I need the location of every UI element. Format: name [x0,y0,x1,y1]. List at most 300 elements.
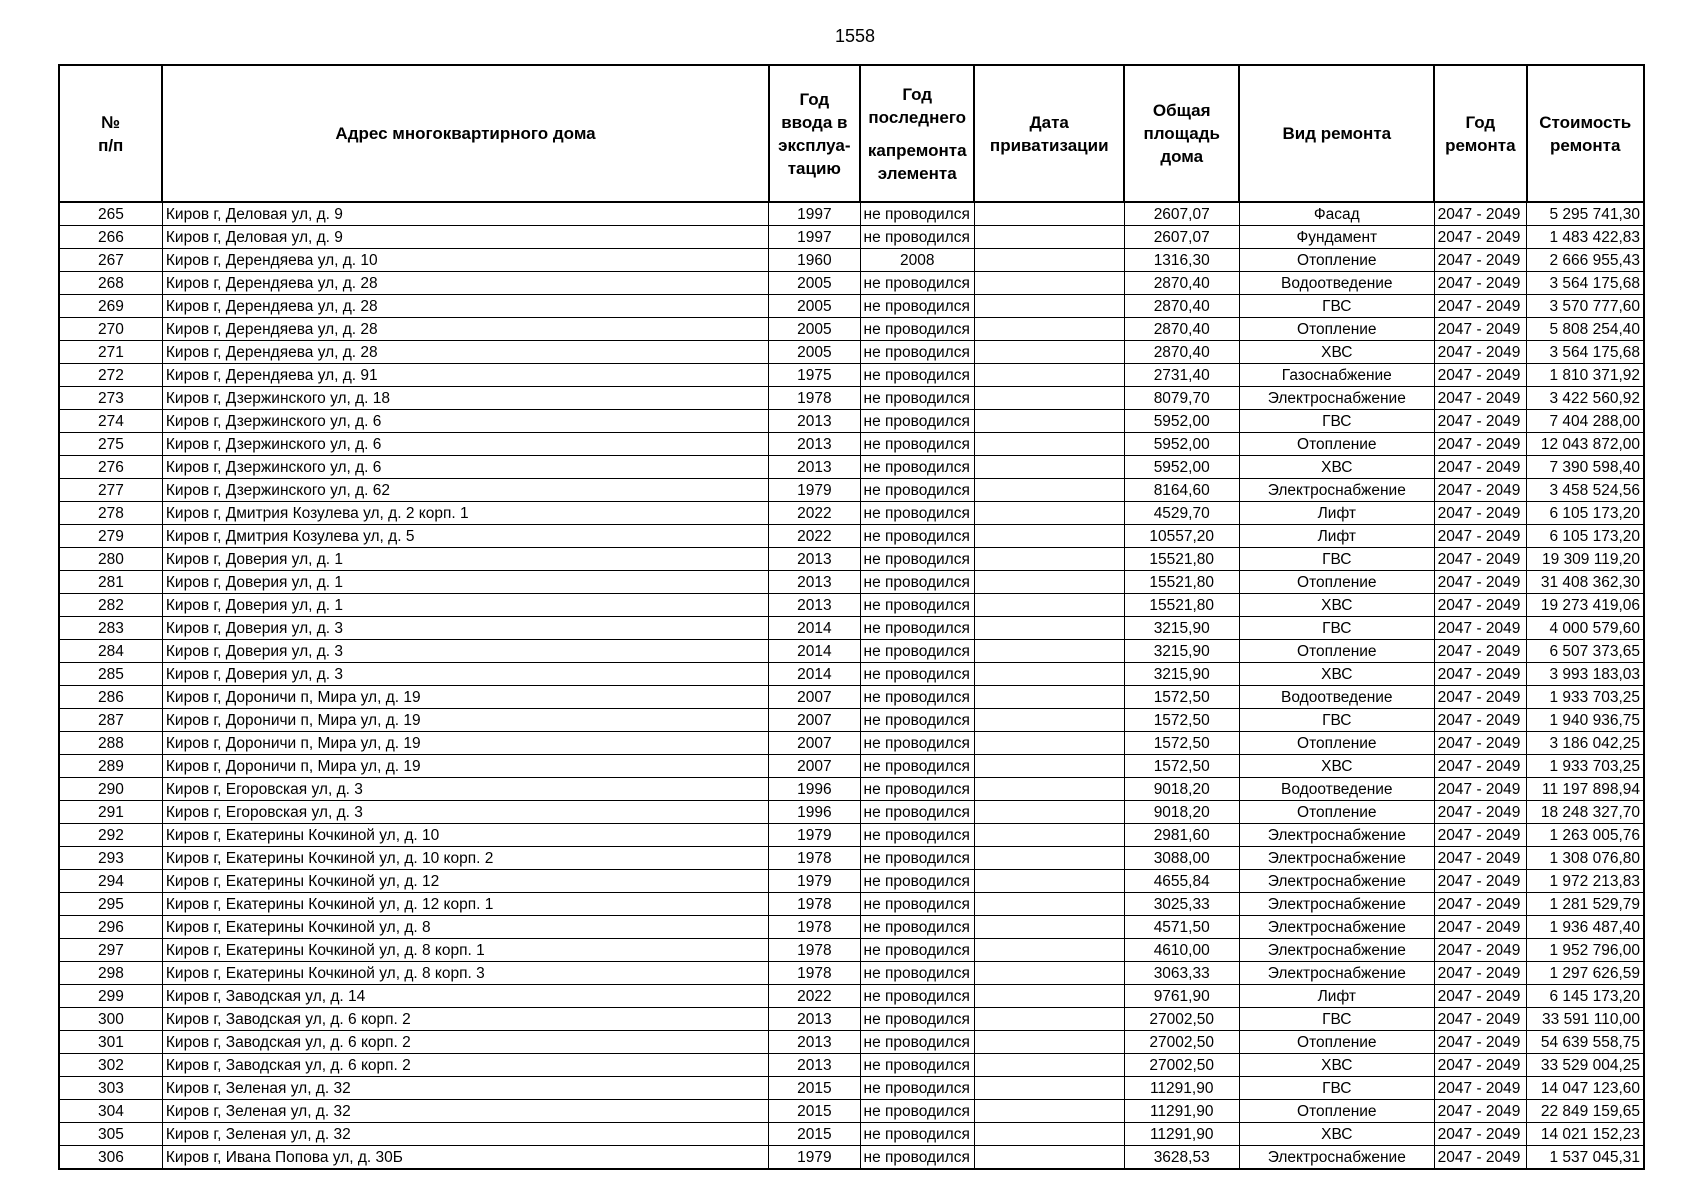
cell-repair-year: 2047 - 2049 [1434,548,1526,571]
cell-last-repair: не проводился [860,272,974,295]
cell-cost: 2 666 955,43 [1527,249,1645,272]
cell-repair-type: Отопление [1239,318,1434,341]
cell-area: 3215,90 [1124,617,1239,640]
cell-cost: 1 933 703,25 [1527,755,1645,778]
cell-area: 5952,00 [1124,456,1239,479]
cell-privatization [974,1146,1124,1170]
cell-repair-year: 2047 - 2049 [1434,847,1526,870]
cell-cost: 3 422 560,92 [1527,387,1645,410]
cell-address: Киров г, Деловая ул, д. 9 [162,202,768,226]
cell-privatization [974,456,1124,479]
cell-last-repair: не проводился [860,847,974,870]
cell-privatization [974,1031,1124,1054]
cell-year-built: 1978 [769,962,860,985]
table-row [59,1100,1644,1123]
cell-repair-type: ГВС [1239,1077,1434,1100]
cell-last-repair: не проводился [860,226,974,249]
cell-area: 8079,70 [1124,387,1239,410]
repair-schedule-table [58,64,1645,1170]
cell-cost: 3 993 183,03 [1527,663,1645,686]
cell-num: 281 [59,571,162,594]
cell-num: 292 [59,824,162,847]
cell-repair-year: 2047 - 2049 [1434,594,1526,617]
cell-address: Киров г, Дерендяева ул, д. 28 [162,318,768,341]
cell-repair-year: 2047 - 2049 [1434,249,1526,272]
header-privatization [974,65,1124,202]
cell-repair-type: ГВС [1239,1008,1434,1031]
cell-repair-year: 2047 - 2049 [1434,525,1526,548]
table-row [59,456,1644,479]
cell-area: 1572,50 [1124,732,1239,755]
header-year-built-line: Год [799,89,830,109]
cell-privatization [974,341,1124,364]
table-row [59,202,1644,226]
cell-privatization [974,847,1124,870]
cell-num: 271 [59,341,162,364]
cell-repair-year: 2047 - 2049 [1434,1077,1526,1100]
cell-address: Киров г, Екатерины Кочкиной ул, д. 12 корп. 1 [162,893,768,916]
cell-address: Киров г, Дмитрия Козулева ул, д. 2 корп. 1 [162,502,768,525]
cell-cost: 1 281 529,79 [1527,893,1645,916]
cell-last-repair: не проводился [860,410,974,433]
cell-area: 3025,33 [1124,893,1239,916]
table-row [59,1077,1644,1100]
cell-repair-year: 2047 - 2049 [1434,341,1526,364]
cell-year-built: 2013 [769,1054,860,1077]
cell-address: Киров г, Дзержинского ул, д. 18 [162,387,768,410]
cell-last-repair: не проводился [860,571,974,594]
cell-address: Киров г, Доверия ул, д. 3 [162,640,768,663]
cell-cost: 19 309 119,20 [1527,548,1645,571]
cell-repair-year: 2047 - 2049 [1434,272,1526,295]
cell-year-built: 2005 [769,295,860,318]
cell-cost: 3 564 175,68 [1527,272,1645,295]
cell-address: Киров г, Доверия ул, д. 3 [162,617,768,640]
cell-area: 3088,00 [1124,847,1239,870]
cell-last-repair: не проводился [860,663,974,686]
cell-privatization [974,916,1124,939]
cell-privatization [974,548,1124,571]
cell-privatization [974,1100,1124,1123]
header-last-repair-line: элемента [877,163,957,183]
cell-area: 2870,40 [1124,318,1239,341]
cell-repair-year: 2047 - 2049 [1434,985,1526,1008]
cell-repair-type: ХВС [1239,341,1434,364]
cell-privatization [974,479,1124,502]
cell-cost: 1 940 936,75 [1527,709,1645,732]
table-row [59,226,1644,249]
cell-repair-year: 2047 - 2049 [1434,1100,1526,1123]
cell-num: 290 [59,778,162,801]
cell-area: 4529,70 [1124,502,1239,525]
cell-area: 2981,60 [1124,824,1239,847]
cell-address: Киров г, Дерендяева ул, д. 28 [162,341,768,364]
cell-area: 27002,50 [1124,1054,1239,1077]
header-num-line: № [101,112,121,132]
cell-repair-type: ГВС [1239,617,1434,640]
cell-area: 11291,90 [1124,1123,1239,1146]
cell-year-built: 2007 [769,686,860,709]
cell-year-built: 1978 [769,939,860,962]
cell-repair-year: 2047 - 2049 [1434,893,1526,916]
cell-year-built: 2005 [769,272,860,295]
cell-cost: 5 295 741,30 [1527,202,1645,226]
table-row [59,318,1644,341]
cell-cost: 6 105 173,20 [1527,525,1645,548]
cell-repair-type: Отопление [1239,571,1434,594]
cell-repair-year: 2047 - 2049 [1434,778,1526,801]
cell-privatization [974,364,1124,387]
cell-num: 283 [59,617,162,640]
cell-area: 9761,90 [1124,985,1239,1008]
cell-num: 274 [59,410,162,433]
cell-address: Киров г, Дзержинского ул, д. 6 [162,410,768,433]
cell-year-built: 2022 [769,985,860,1008]
header-year-built-line: эксплуа- [778,135,851,155]
cell-privatization [974,801,1124,824]
cell-area: 3628,53 [1124,1146,1239,1170]
cell-privatization [974,525,1124,548]
cell-repair-year: 2047 - 2049 [1434,433,1526,456]
cell-cost: 1 952 796,00 [1527,939,1645,962]
cell-cost: 6 105 173,20 [1527,502,1645,525]
cell-year-built: 2005 [769,341,860,364]
cell-repair-year: 2047 - 2049 [1434,732,1526,755]
cell-repair-type: Газоснабжение [1239,364,1434,387]
table-row [59,824,1644,847]
cell-num: 303 [59,1077,162,1100]
cell-year-built: 2007 [769,755,860,778]
table-row [59,778,1644,801]
header-num [59,65,162,202]
table-row [59,962,1644,985]
cell-last-repair: не проводился [860,433,974,456]
cell-repair-year: 2047 - 2049 [1434,755,1526,778]
header-last-repair-line: последнего [868,107,967,127]
cell-cost: 31 408 362,30 [1527,571,1645,594]
page-number: 1558 [834,26,876,46]
cell-num: 296 [59,916,162,939]
cell-last-repair: не проводился [860,732,974,755]
cell-area: 10557,20 [1124,525,1239,548]
cell-address: Киров г, Екатерины Кочкиной ул, д. 8 корп. 1 [162,939,768,962]
cell-area: 2607,07 [1124,226,1239,249]
cell-last-repair: не проводился [860,985,974,1008]
table-row [59,410,1644,433]
cell-address: Киров г, Дзержинского ул, д. 6 [162,433,768,456]
cell-repair-type: Водоотведение [1239,778,1434,801]
header-last-repair-line: Год [902,84,933,104]
cell-repair-year: 2047 - 2049 [1434,824,1526,847]
cell-area: 8164,60 [1124,479,1239,502]
cell-area: 2870,40 [1124,295,1239,318]
cell-privatization [974,1008,1124,1031]
header-address-line: Адрес многоквартирного дома [335,124,596,143]
cell-year-built: 2013 [769,456,860,479]
cell-last-repair: не проводился [860,640,974,663]
cell-address: Киров г, Заводская ул, д. 6 корп. 2 [162,1031,768,1054]
cell-area: 1572,50 [1124,686,1239,709]
cell-year-built: 2013 [769,571,860,594]
cell-repair-year: 2047 - 2049 [1434,226,1526,249]
cell-year-built: 2022 [769,525,860,548]
cell-cost: 33 529 004,25 [1527,1054,1645,1077]
cell-num: 284 [59,640,162,663]
cell-last-repair: не проводился [860,525,974,548]
cell-repair-type: Отопление [1239,1100,1434,1123]
cell-address: Киров г, Екатерины Кочкиной ул, д. 10 корп. 2 [162,847,768,870]
table-row [59,594,1644,617]
cell-privatization [974,617,1124,640]
header-repair-type [1239,65,1434,202]
cell-privatization [974,985,1124,1008]
cell-address: Киров г, Екатерины Кочкиной ул, д. 10 [162,824,768,847]
table-row [59,548,1644,571]
cell-last-repair: не проводился [860,778,974,801]
header-area-line: дома [1160,147,1204,166]
cell-area: 5952,00 [1124,410,1239,433]
header-last-repair-line [863,129,971,139]
table-row [59,686,1644,709]
cell-num: 301 [59,1031,162,1054]
cell-last-repair: не проводился [860,548,974,571]
cell-repair-year: 2047 - 2049 [1434,870,1526,893]
cell-last-repair: не проводился [860,801,974,824]
cell-cost: 14 021 152,23 [1527,1123,1645,1146]
cell-num: 289 [59,755,162,778]
cell-address: Киров г, Доверия ул, д. 1 [162,571,768,594]
cell-last-repair: не проводился [860,1054,974,1077]
cell-privatization [974,1123,1124,1146]
cell-year-built: 1979 [769,824,860,847]
cell-address: Киров г, Дзержинского ул, д. 6 [162,456,768,479]
header-year-built-line: тацию [787,158,841,178]
cell-last-repair: не проводился [860,1123,974,1146]
cell-repair-year: 2047 - 2049 [1434,962,1526,985]
cell-area: 1572,50 [1124,709,1239,732]
cell-year-built: 2022 [769,502,860,525]
cell-num: 295 [59,893,162,916]
cell-num: 299 [59,985,162,1008]
cell-privatization [974,709,1124,732]
cell-last-repair: не проводился [860,202,974,226]
cell-cost: 1 297 626,59 [1527,962,1645,985]
cell-repair-type: ХВС [1239,1054,1434,1077]
cell-num: 278 [59,502,162,525]
cell-last-repair: не проводился [860,364,974,387]
cell-privatization [974,870,1124,893]
cell-address: Киров г, Екатерины Кочкиной ул, д. 8 [162,916,768,939]
cell-repair-year: 2047 - 2049 [1434,410,1526,433]
cell-num: 291 [59,801,162,824]
cell-repair-type: ХВС [1239,1123,1434,1146]
cell-year-built: 2013 [769,1008,860,1031]
cell-cost: 3 570 777,60 [1527,295,1645,318]
cell-privatization [974,755,1124,778]
cell-repair-year: 2047 - 2049 [1434,709,1526,732]
cell-cost: 14 047 123,60 [1527,1077,1645,1100]
cell-privatization [974,295,1124,318]
header-last-repair-line: капремонта [867,140,967,160]
cell-cost: 4 000 579,60 [1527,617,1645,640]
cell-repair-type: ХВС [1239,594,1434,617]
cell-year-built: 1978 [769,847,860,870]
table-row [59,801,1644,824]
cell-privatization [974,202,1124,226]
table-row [59,640,1644,663]
cell-repair-year: 2047 - 2049 [1434,801,1526,824]
cell-area: 5952,00 [1124,433,1239,456]
header-area-line: площадь [1143,124,1220,143]
cell-repair-year: 2047 - 2049 [1434,1146,1526,1170]
cell-num: 266 [59,226,162,249]
cell-num: 294 [59,870,162,893]
cell-privatization [974,962,1124,985]
cell-num: 280 [59,548,162,571]
cell-repair-type: ГВС [1239,410,1434,433]
cell-num: 276 [59,456,162,479]
cell-repair-type: ХВС [1239,755,1434,778]
cell-cost: 22 849 159,65 [1527,1100,1645,1123]
cell-repair-type: ГВС [1239,548,1434,571]
cell-num: 285 [59,663,162,686]
cell-year-built: 1978 [769,387,860,410]
cell-year-built: 1979 [769,870,860,893]
cell-num: 288 [59,732,162,755]
header-year-built-line: ввода в [781,112,848,132]
cell-area: 4571,50 [1124,916,1239,939]
table-row [59,479,1644,502]
cell-num: 267 [59,249,162,272]
cell-privatization [974,640,1124,663]
header-area [1124,65,1239,202]
cell-privatization [974,249,1124,272]
header-year-built [769,65,860,202]
cell-privatization [974,1054,1124,1077]
cell-year-built: 2005 [769,318,860,341]
cell-privatization [974,686,1124,709]
cell-address: Киров г, Зеленая ул, д. 32 [162,1077,768,1100]
cell-repair-type: Отопление [1239,249,1434,272]
cell-num: 293 [59,847,162,870]
header-num-line: п/п [98,135,124,155]
table-row [59,1008,1644,1031]
cell-privatization [974,571,1124,594]
header-area-line: Общая [1152,101,1211,120]
header-privatization-line: приватизации [989,135,1109,155]
cell-year-built: 2013 [769,433,860,456]
cell-repair-year: 2047 - 2049 [1434,640,1526,663]
cell-num: 277 [59,479,162,502]
header-repair-type-line: Вид ремонта [1282,124,1392,143]
header-last-repair [860,65,974,202]
cell-privatization [974,410,1124,433]
cell-last-repair: не проводился [860,755,974,778]
cell-address: Киров г, Дороничи п, Мира ул, д. 19 [162,732,768,755]
table-row [59,893,1644,916]
table-row [59,1123,1644,1146]
cell-repair-year: 2047 - 2049 [1434,456,1526,479]
cell-repair-year: 2047 - 2049 [1434,1054,1526,1077]
cell-last-repair: не проводился [860,916,974,939]
cell-num: 302 [59,1054,162,1077]
table-row [59,939,1644,962]
table-row [59,709,1644,732]
cell-area: 27002,50 [1124,1008,1239,1031]
cell-address: Киров г, Егоровская ул, д. 3 [162,778,768,801]
table-row [59,272,1644,295]
cell-address: Киров г, Дерендяева ул, д. 91 [162,364,768,387]
cell-area: 15521,80 [1124,571,1239,594]
table-row [59,755,1644,778]
cell-address: Киров г, Дмитрия Козулева ул, д. 5 [162,525,768,548]
cell-cost: 33 591 110,00 [1527,1008,1645,1031]
cell-cost: 3 186 042,25 [1527,732,1645,755]
cell-area: 11291,90 [1124,1077,1239,1100]
cell-repair-type: Отопление [1239,1031,1434,1054]
cell-address: Киров г, Дерендяева ул, д. 10 [162,249,768,272]
cell-year-built: 2013 [769,548,860,571]
table-row [59,916,1644,939]
cell-year-built: 2013 [769,594,860,617]
cell-cost: 1 263 005,76 [1527,824,1645,847]
cell-num: 297 [59,939,162,962]
header-repair-year-line: ремонта [1445,135,1516,155]
cell-address: Киров г, Екатерины Кочкиной ул, д. 8 корп. 3 [162,962,768,985]
cell-last-repair: не проводился [860,709,974,732]
cell-repair-type: Электроснабжение [1239,893,1434,916]
cell-cost: 1 810 371,92 [1527,364,1645,387]
cell-area: 27002,50 [1124,1031,1239,1054]
cell-repair-type: Лифт [1239,985,1434,1008]
cell-repair-year: 2047 - 2049 [1434,295,1526,318]
cell-address: Киров г, Егоровская ул, д. 3 [162,801,768,824]
cell-year-built: 2015 [769,1123,860,1146]
cell-year-built: 2015 [769,1100,860,1123]
table-row [59,663,1644,686]
cell-repair-year: 2047 - 2049 [1434,364,1526,387]
cell-repair-year: 2047 - 2049 [1434,686,1526,709]
cell-year-built: 2015 [769,1077,860,1100]
cell-address: Киров г, Заводская ул, д. 6 корп. 2 [162,1054,768,1077]
cell-year-built: 2007 [769,709,860,732]
cell-last-repair: не проводился [860,686,974,709]
cell-repair-year: 2047 - 2049 [1434,571,1526,594]
cell-repair-year: 2047 - 2049 [1434,502,1526,525]
cell-address: Киров г, Заводская ул, д. 6 корп. 2 [162,1008,768,1031]
cell-year-built: 1979 [769,479,860,502]
cell-address: Киров г, Деловая ул, д. 9 [162,226,768,249]
cell-last-repair: не проводился [860,594,974,617]
cell-area: 2731,40 [1124,364,1239,387]
cell-last-repair: не проводился [860,387,974,410]
cell-repair-type: Водоотведение [1239,686,1434,709]
header-cost-line: Стоимость [1539,112,1632,132]
cell-last-repair: не проводился [860,962,974,985]
cell-num: 269 [59,295,162,318]
header-address [162,65,768,202]
cell-cost: 3 458 524,56 [1527,479,1645,502]
cell-repair-year: 2047 - 2049 [1434,318,1526,341]
cell-address: Киров г, Дзержинского ул, д. 62 [162,479,768,502]
cell-area: 3215,90 [1124,640,1239,663]
cell-cost: 11 197 898,94 [1527,778,1645,801]
cell-privatization [974,433,1124,456]
cell-repair-year: 2047 - 2049 [1434,916,1526,939]
header-repair-year-line: Год [1465,112,1496,132]
cell-area: 3063,33 [1124,962,1239,985]
cell-repair-type: Электроснабжение [1239,847,1434,870]
